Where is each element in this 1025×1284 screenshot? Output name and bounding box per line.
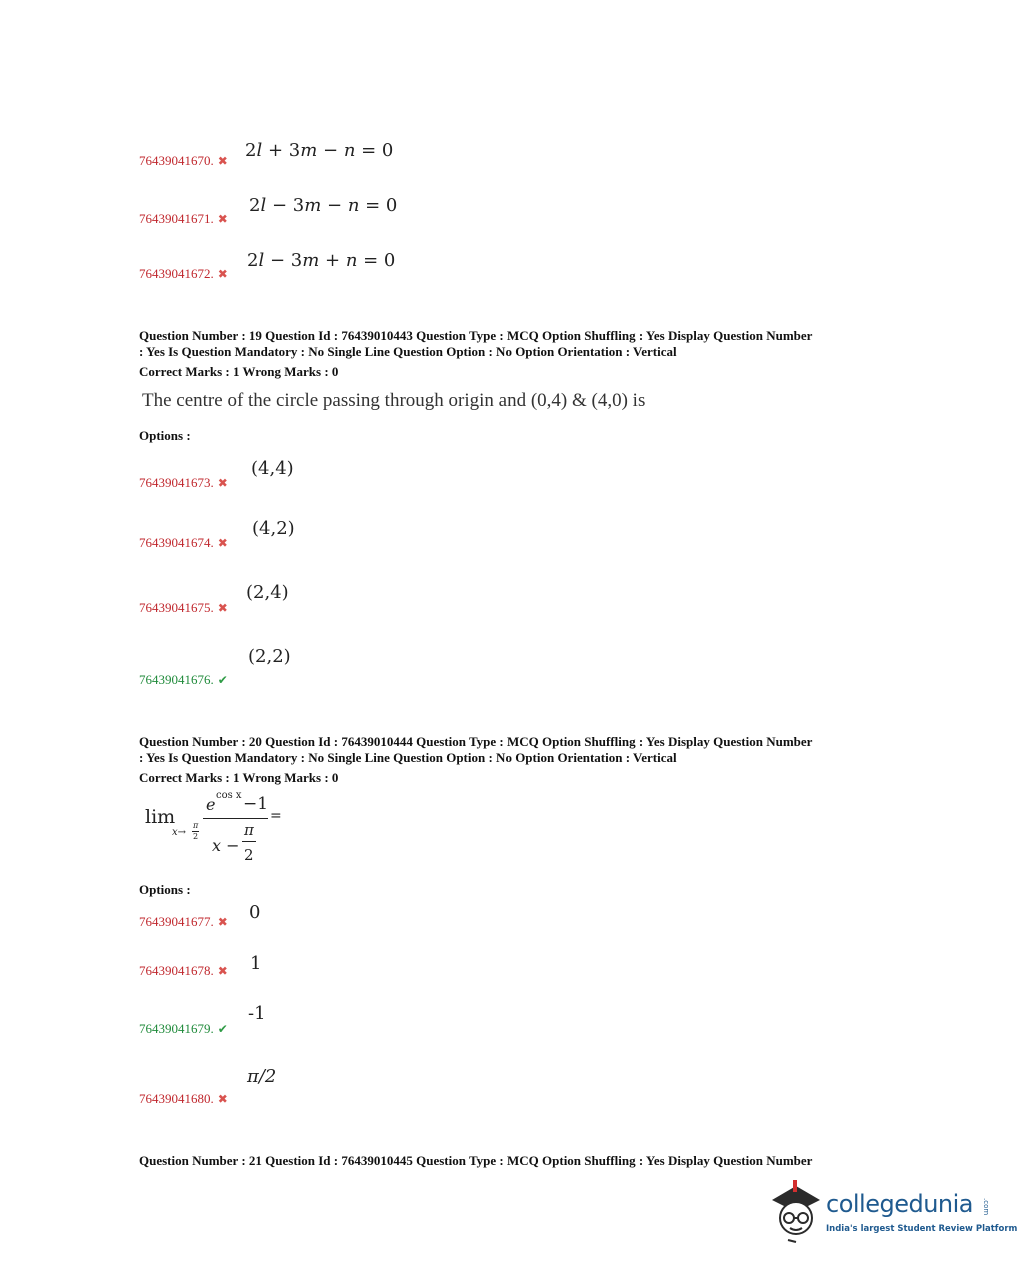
option-id: 76439041676. xyxy=(139,672,214,687)
option-id: 76439041672. xyxy=(139,266,214,281)
option-value: 1 xyxy=(250,953,262,974)
question-marks: Correct Marks : 1 Wrong Marks : 0 xyxy=(139,364,339,379)
option-value: 2l − 3m + n = 0 xyxy=(247,250,396,271)
equals-sign: = xyxy=(270,808,282,824)
option-value: (4,4) xyxy=(251,458,294,479)
check-mark-icon: ✔ xyxy=(217,1022,228,1036)
denominator-x: x − xyxy=(212,836,240,855)
wrong-mark-icon: ✖ xyxy=(217,154,228,168)
question-meta: Question Number : 20 Question Id : 76439010444 Question Type : MCQ Option Shuffling : Yes Display Question Number xyxy=(139,734,813,749)
option-value: π/2 xyxy=(247,1066,277,1087)
collegedunia-logo xyxy=(766,1178,1018,1246)
question-text: The centre of the circle passing through origin and (0,4) & (4,0) is xyxy=(142,390,646,411)
question-meta: Question Number : 19 Question Id : 76439010443 Question Type : MCQ Option Shuffling : Yes Display Question Number xyxy=(139,328,813,343)
fraction-bar xyxy=(203,818,268,819)
logo-tagline: India's largest Student Review Platform xyxy=(826,1224,1018,1234)
wrong-mark-icon: ✖ xyxy=(217,267,228,281)
option-row xyxy=(139,265,228,283)
denominator-inner-bar xyxy=(242,841,256,842)
mascot-icon xyxy=(766,1178,824,1244)
option-id: 76439041670. xyxy=(139,153,214,168)
wrong-mark-icon: ✖ xyxy=(217,915,228,929)
option-value: -1 xyxy=(248,1003,266,1024)
numerator-e: e xyxy=(206,795,216,814)
option-row xyxy=(139,671,228,689)
option-value: (2,2) xyxy=(248,646,291,667)
lim-operator: lim xyxy=(145,806,176,828)
option-row xyxy=(139,534,228,552)
question-meta: Question Number : 21 Question Id : 76439010445 Question Type : MCQ Option Shuffling : Yes Display Question Number xyxy=(139,1153,813,1168)
option-value: (4,2) xyxy=(252,518,295,539)
denominator-2: 2 xyxy=(244,846,254,864)
check-mark-icon: ✔ xyxy=(217,673,228,687)
option-id: 76439041673. xyxy=(139,475,214,490)
option-value: 0 xyxy=(249,902,261,923)
logo-tld: .com xyxy=(982,1198,990,1216)
question-meta-continued: : Yes Is Question Mandatory : No Single Line Question Option : No Option Orientation : Vertical xyxy=(139,750,677,765)
option-id: 76439041679. xyxy=(139,1021,214,1036)
option-row xyxy=(139,210,228,228)
lim-subscript-2: 2 xyxy=(193,832,199,841)
option-value: 2l − 3m − n = 0 xyxy=(249,195,398,216)
logo-wordmark: collegedunia xyxy=(826,1190,974,1218)
option-row xyxy=(139,599,228,617)
option-row xyxy=(139,913,228,931)
wrong-mark-icon: ✖ xyxy=(217,964,228,978)
wrong-mark-icon: ✖ xyxy=(217,212,228,226)
lim-subscript-x: x→ xyxy=(172,827,187,838)
options-label: Options : xyxy=(139,428,191,443)
option-row xyxy=(139,474,228,492)
option-row xyxy=(139,1090,228,1108)
option-id: 76439041678. xyxy=(139,963,214,978)
numerator-minus-one: −1 xyxy=(243,794,269,814)
option-id: 76439041674. xyxy=(139,535,214,550)
option-value: (2,4) xyxy=(246,582,289,603)
option-id: 76439041680. xyxy=(139,1091,214,1106)
option-id: 76439041677. xyxy=(139,914,214,929)
numerator-exponent: cos x xyxy=(216,790,242,801)
wrong-mark-icon: ✖ xyxy=(217,1092,228,1106)
denominator-pi: π xyxy=(244,821,254,839)
option-row xyxy=(139,152,228,170)
option-row xyxy=(139,962,228,980)
wrong-mark-icon: ✖ xyxy=(217,536,228,550)
option-value: 2l + 3m − n = 0 xyxy=(245,140,394,161)
wrong-mark-icon: ✖ xyxy=(217,476,228,490)
question-meta-continued: : Yes Is Question Mandatory : No Single Line Question Option : No Option Orientation : Vertical xyxy=(139,344,677,359)
wrong-mark-icon: ✖ xyxy=(217,601,228,615)
question-marks: Correct Marks : 1 Wrong Marks : 0 xyxy=(139,770,339,785)
lim-subscript-pi: π xyxy=(193,821,199,830)
option-row xyxy=(139,1020,228,1038)
option-id: 76439041671. xyxy=(139,211,214,226)
options-label: Options : xyxy=(139,882,191,897)
option-id: 76439041675. xyxy=(139,600,214,615)
